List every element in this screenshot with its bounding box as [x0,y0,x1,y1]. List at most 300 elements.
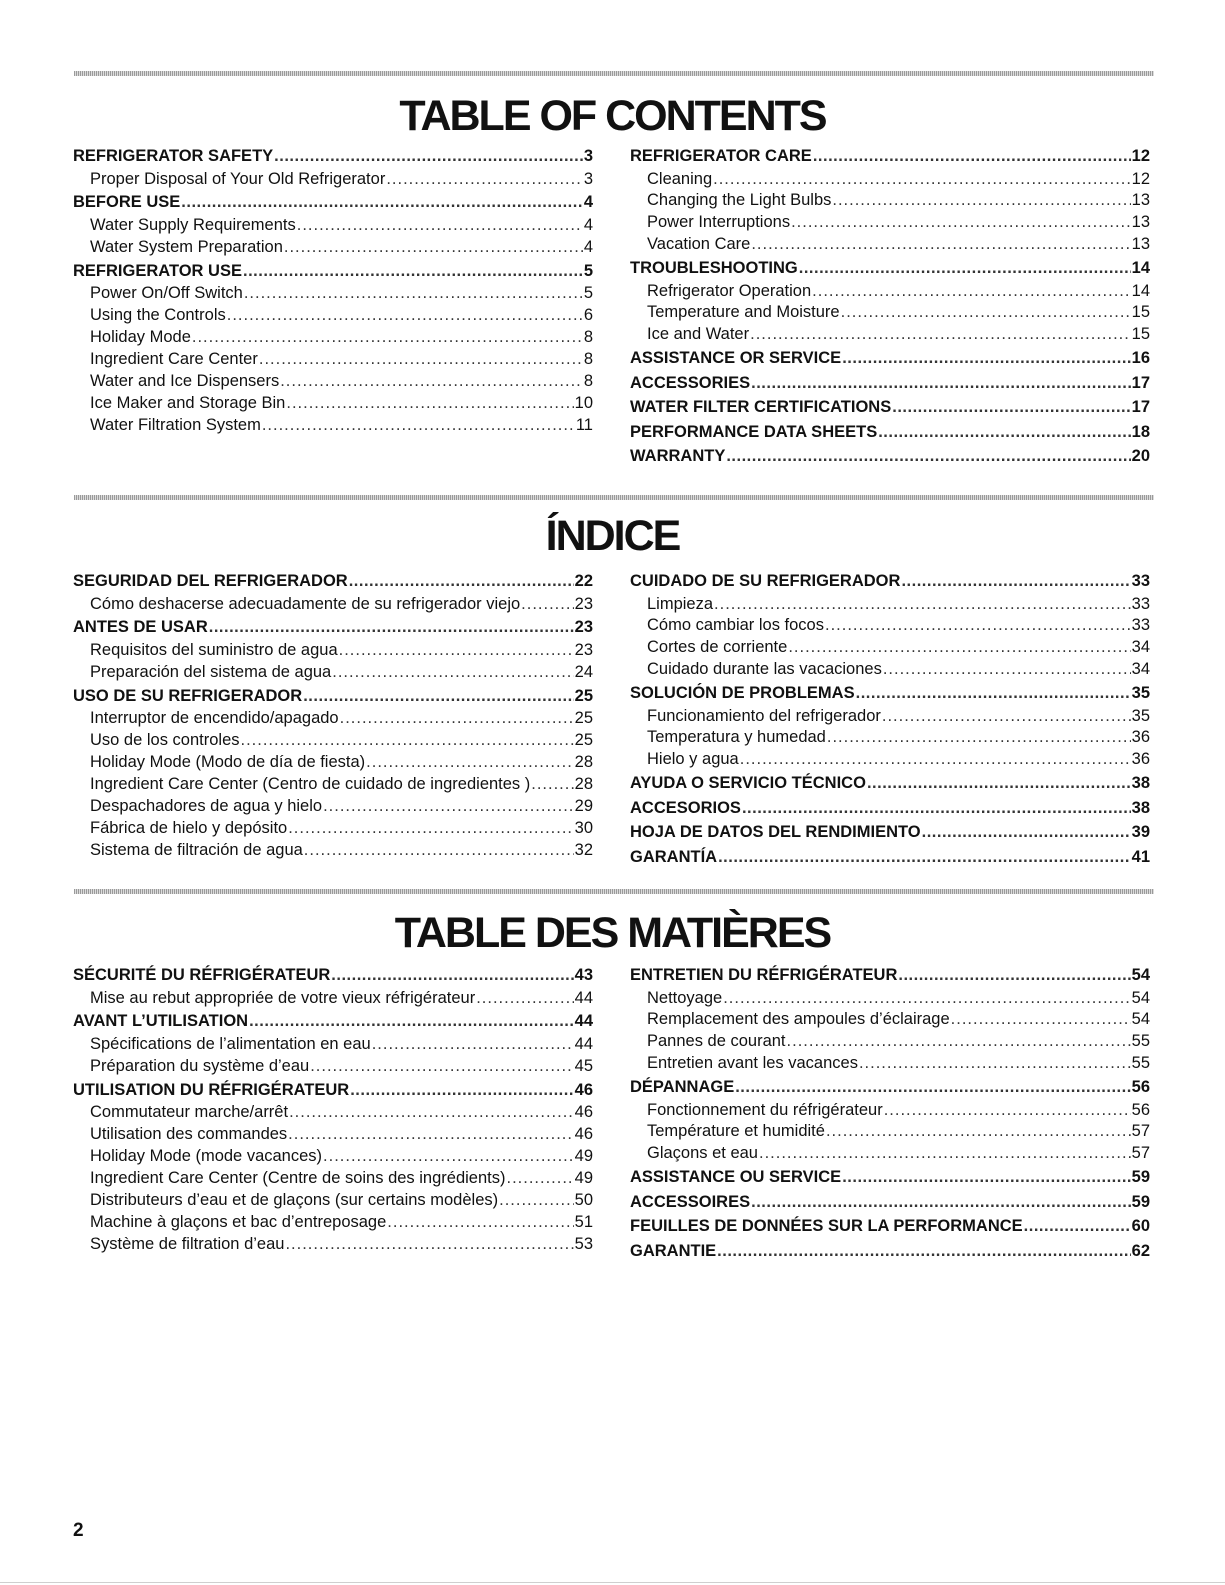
toc-subentry [73,371,593,393]
dot-leader [742,796,1131,821]
entry-page-number: 4 [583,193,593,212]
toc-chapter-entry [630,1239,1150,1264]
dot-leader [350,1078,573,1103]
entry-page-number: 10 [574,393,593,412]
toc-subentry [73,1212,593,1234]
entry-title: Préparation du système d’eau [90,1056,310,1075]
page-bottom-edge [0,1582,1225,1583]
entry-title: WATER FILTER CERTIFICATIONS [630,398,892,417]
toc-subentry [630,190,1150,212]
toc-subentry [73,169,593,191]
entry-page-number: 20 [1131,447,1150,466]
dot-leader [723,988,1130,1010]
dot-leader [825,615,1131,637]
dot-leader [262,415,575,437]
toc-subentry [630,1053,1150,1075]
toc-chapter-entry [73,1078,593,1103]
dot-leader [331,963,573,988]
toc-chapter-entry [630,444,1150,469]
toc-subentry [630,281,1150,303]
entry-title: Remplacement des ampoules d’éclairage [647,1010,950,1029]
toc-subentry [73,640,593,662]
toc-subentry [73,1168,593,1190]
entry-page-number: 44 [574,1034,593,1053]
entry-title: REFRIGERATOR CARE [630,147,812,165]
entry-page-number: 5 [583,284,593,303]
entry-page-number: 17 [1131,398,1150,417]
entry-title: GARANTIE [630,1241,717,1260]
dot-leader [791,212,1131,234]
entry-title: Spécifications de l’alimentation en eau [90,1034,371,1053]
dot-leader [506,1168,573,1190]
entry-page-number: 8 [583,349,593,368]
entry-title: Nettoyage [647,988,723,1007]
dot-leader [387,1212,573,1234]
dot-leader [856,681,1131,706]
entry-title: SÉCURITÉ DU RÉFRIGÉRATEUR [73,966,331,984]
entry-title: PERFORMANCE DATA SHEETS [630,422,878,441]
entry-page-number: 62 [1131,1241,1150,1260]
entry-page-number: 22 [574,572,593,590]
toc-column-right-spanish [630,569,1150,869]
entry-page-number: 14 [1131,259,1150,278]
dot-leader [339,640,574,662]
toc-subentry [630,169,1150,191]
toc-subentry [630,749,1150,771]
entry-page-number: 23 [574,594,593,613]
entry-title: Cleaning [647,169,713,188]
entry-page-number: 54 [1131,966,1150,984]
entry-page-number: 25 [574,709,593,728]
toc-subentry [630,1009,1150,1031]
entry-page-number: 13 [1131,213,1150,232]
section-divider [74,495,1154,500]
entry-title: Water Filtration System [90,415,261,434]
toc-subentry [73,1234,593,1256]
section-divider [74,889,1154,894]
entry-title: Ingredient Care Center [90,349,258,368]
dot-leader [813,144,1131,169]
dot-leader [288,818,573,840]
dot-leader [297,215,583,237]
entry-page-number: 44 [574,1012,593,1031]
entry-title: ASSISTANCE OR SERVICE [630,349,842,368]
entry-title: CUIDADO DE SU REFRIGERADOR [630,572,901,590]
toc-subentry [73,1056,593,1078]
dot-leader [884,1100,1131,1122]
dot-leader [842,346,1130,371]
toc-column-left-spanish [73,569,593,861]
entry-page-number: 57 [1131,1122,1150,1141]
entry-page-number: 46 [574,1125,593,1144]
dot-leader [476,988,573,1010]
toc-chapter-entry [73,144,593,169]
entry-page-number: 56 [1131,1100,1150,1119]
entry-title: Water and Ice Dispensers [90,371,280,390]
toc-subentry [630,1100,1150,1122]
entry-title: Vacation Care [647,235,751,254]
entry-page-number: 17 [1131,373,1150,392]
toc-subentry [630,1143,1150,1165]
entry-title: ACCESSORIES [630,373,751,392]
section-divider [74,71,1154,76]
entry-page-number: 25 [574,686,593,705]
entry-page-number: 12 [1131,147,1150,165]
entry-title: SEGURIDAD DEL REFRIGERADOR [73,572,348,590]
entry-title: Power Interruptions [647,213,791,232]
entry-title: Ingredient Care Center (Centre de soins des ingrédients) [90,1168,506,1187]
entry-page-number: 8 [583,371,593,390]
toc-chapter-entry [630,1165,1150,1190]
dot-leader [499,1190,574,1212]
entry-page-number: 4 [583,237,593,256]
entry-page-number: 34 [1131,660,1150,679]
entry-page-number: 4 [583,215,593,234]
entry-page-number: 16 [1131,349,1150,368]
entry-title: Hielo y agua [647,750,739,769]
entry-title: ANTES DE USAR [73,618,208,637]
dot-leader [280,371,583,393]
toc-chapter-entry [73,259,593,284]
toc-chapter-entry [630,256,1150,281]
entry-title: Machine à glaçons et bac d’entreposage [90,1212,387,1231]
entry-page-number: 49 [574,1168,593,1187]
entry-title: Refrigerator Operation [647,281,812,300]
entry-title: FEUILLES DE DONNÉES SUR LA PERFORMANCE [630,1217,1023,1236]
toc-subentry [73,988,593,1010]
toc-subentry [73,283,593,305]
entry-page-number: 15 [1131,325,1150,344]
dot-leader [181,190,583,215]
dot-leader [812,281,1130,303]
dot-leader [867,771,1131,796]
toc-subentry [73,796,593,818]
entry-title: Fábrica de hielo y depósito [90,818,288,837]
entry-page-number: 5 [583,261,593,280]
dot-leader [259,349,583,371]
entry-page-number: 41 [1131,847,1150,866]
entry-title: USO DE SU REFRIGERADOR [73,686,303,705]
dot-leader [878,420,1130,445]
entry-page-number: 35 [1131,684,1150,703]
toc-chapter-entry [630,845,1150,870]
dot-leader [1024,1214,1131,1239]
dot-leader [788,637,1130,659]
toc-chapter-entry [630,963,1150,988]
entry-title: ENTRETIEN DU RÉFRIGÉRATEUR [630,966,898,984]
entry-title: Changing the Light Bulbs [647,191,832,210]
toc-column-right-english [630,144,1150,469]
toc-column-right-french [630,963,1150,1263]
entry-page-number: 25 [574,731,593,750]
toc-chapter-entry [630,569,1150,594]
entry-page-number: 49 [574,1146,593,1165]
dot-leader [227,305,583,327]
entry-page-number: 14 [1131,281,1150,300]
toc-subentry [630,615,1150,637]
toc-chapter-entry [630,820,1150,845]
entry-title: Proper Disposal of Your Old Refrigerator [90,169,386,188]
dot-leader [922,820,1131,845]
dot-leader [898,963,1130,988]
dot-leader [209,615,574,640]
dot-leader [332,662,573,684]
entry-title: Pannes de courant [647,1032,786,1051]
entry-title: Temperatura y humedad [647,728,826,747]
entry-page-number: 36 [1131,750,1150,769]
toc-chapter-entry [630,1190,1150,1215]
toc-subentry [630,594,1150,616]
toc-subentry [73,730,593,752]
dot-leader [740,749,1131,771]
toc-subentry [73,1102,593,1124]
entry-page-number: 34 [1131,638,1150,657]
toc-subentry [73,708,593,730]
dot-leader [304,840,574,862]
dot-leader [827,727,1131,749]
toc-subentry [630,637,1150,659]
dot-leader [288,1124,573,1146]
entry-page-number: 3 [583,147,593,165]
dot-leader [726,444,1130,469]
toc-chapter-entry [73,569,593,594]
entry-title: Température et humidité [647,1122,825,1141]
toc-subentry [630,659,1150,681]
entry-title: Ice and Water [647,325,750,344]
dot-leader [386,169,582,191]
entry-page-number: 13 [1131,235,1150,254]
dot-leader [349,569,574,594]
section-heading-english: TABLE OF CONTENTS [399,92,826,140]
entry-title: Holiday Mode [90,327,191,346]
toc-column-left-french [73,963,593,1255]
toc-subentry [630,302,1150,324]
dot-leader [284,237,583,259]
dot-leader [303,684,573,709]
entry-title: Despachadores de agua y hielo [90,796,323,815]
dot-leader [249,1009,574,1034]
toc-chapter-entry [630,395,1150,420]
toc-chapter-entry [630,681,1150,706]
toc-chapter-entry [630,371,1150,396]
entry-page-number: 12 [1131,169,1150,188]
toc-chapter-entry [73,615,593,640]
section-heading-french: TABLE DES MATIÈRES [394,909,831,957]
entry-page-number: 36 [1131,728,1150,747]
toc-subentry [630,988,1150,1010]
entry-title: Using the Controls [90,306,226,325]
dot-leader [323,796,574,818]
dot-leader [787,1031,1131,1053]
toc-subentry [73,327,593,349]
toc-subentry [73,349,593,371]
dot-leader [951,1009,1131,1031]
dot-leader [751,234,1130,256]
dot-leader [366,752,573,774]
entry-page-number: 33 [1131,594,1150,613]
dot-leader [735,1075,1130,1100]
entry-title: DÉPANNAGE [630,1078,735,1097]
dot-leader [751,371,1131,396]
dot-leader [372,1034,574,1056]
section-heading-spanish: ÍNDICE [545,512,680,560]
entry-title: Preparación del sistema de agua [90,662,332,681]
entry-page-number: 54 [1131,988,1150,1007]
entry-title: Power On/Off Switch [90,284,243,303]
entry-title: Water Supply Requirements [90,215,296,234]
entry-title: Système de filtration d’eau [90,1234,285,1253]
dot-leader [243,259,583,284]
entry-title: Cómo deshacerse adecuadamente de su refrigerador viejo [90,594,521,613]
entry-title: AVANT L’UTILISATION [73,1012,249,1031]
toc-subentry [630,1031,1150,1053]
toc-subentry [73,594,593,616]
toc-subentry [73,818,593,840]
toc-subentry [73,1034,593,1056]
entry-title: Mise au rebut appropriée de votre vieux réfrigérateur [90,988,476,1007]
toc-chapter-entry [630,144,1150,169]
toc-chapter-entry [630,796,1150,821]
entry-page-number: 56 [1131,1078,1150,1097]
entry-title: Requisitos del suministro de agua [90,640,338,659]
toc-chapter-entry [630,1214,1150,1239]
entry-title: Water System Preparation [90,237,283,256]
entry-title: Utilisation des commandes [90,1125,288,1144]
toc-subentry [73,305,593,327]
entry-title: Sistema de filtración de agua [90,840,303,859]
toc-subentry [73,1146,593,1168]
entry-title: SOLUCIÓN DE PROBLEMAS [630,684,855,703]
toc-subentry [73,662,593,684]
dot-leader [751,1190,1131,1215]
entry-page-number: 11 [575,415,593,434]
entry-title: Ice Maker and Storage Bin [90,393,286,412]
dot-leader [340,708,574,730]
dot-leader [892,395,1130,420]
dot-leader [842,1165,1130,1190]
entry-title: BEFORE USE [73,193,181,212]
entry-title: Holiday Mode (Modo de día de fiesta) [90,752,366,771]
page-number: 2 [73,1520,84,1541]
entry-page-number: 33 [1131,616,1150,635]
entry-page-number: 57 [1131,1144,1150,1163]
entry-title: Funcionamiento del refrigerador [647,706,881,725]
entry-page-number: 38 [1131,774,1150,793]
toc-subentry [73,774,593,796]
dot-leader [717,1239,1130,1264]
dot-leader [310,1056,573,1078]
entry-title: Cómo cambiar los focos [647,616,824,635]
entry-page-number: 55 [1131,1032,1150,1051]
entry-title: Limpieza [647,594,714,613]
dot-leader [289,1102,574,1124]
dot-leader [859,1053,1131,1075]
entry-page-number: 29 [574,796,593,815]
dot-leader [718,845,1131,870]
entry-page-number: 28 [574,752,593,771]
toc-subentry [630,706,1150,728]
toc-subentry [630,1121,1150,1143]
entry-page-number: 44 [574,988,593,1007]
dot-leader [531,774,573,796]
entry-title: ACCESORIOS [630,798,741,817]
dot-leader [901,569,1130,594]
entry-page-number: 23 [574,618,593,637]
dot-leader [841,302,1131,324]
entry-page-number: 13 [1131,191,1150,210]
entry-title: REFRIGERATOR SAFETY [73,147,274,165]
entry-page-number: 39 [1131,823,1150,842]
entry-page-number: 23 [574,640,593,659]
entry-page-number: 3 [583,169,593,188]
toc-column-left-english [73,144,593,436]
entry-page-number: 45 [574,1056,593,1075]
entry-title: Cuidado durante las vacaciones [647,660,882,679]
entry-page-number: 59 [1131,1168,1150,1187]
entry-title: Interruptor de encendido/apagado [90,709,339,728]
toc-subentry [630,212,1150,234]
entry-page-number: 55 [1131,1054,1150,1073]
toc-subentry [73,1124,593,1146]
entry-page-number: 51 [574,1212,593,1231]
entry-title: REFRIGERATOR USE [73,261,242,280]
entry-title: TROUBLESHOOTING [630,259,798,278]
entry-page-number: 28 [574,774,593,793]
toc-subentry [73,393,593,415]
dot-leader [285,1234,573,1256]
entry-title: Fonctionnement du réfrigérateur [647,1100,883,1119]
entry-page-number: 50 [574,1190,593,1209]
entry-page-number: 33 [1131,572,1150,590]
entry-title: Entretien avant les vacances [647,1054,858,1073]
entry-title: Uso de los controles [90,731,240,750]
entry-title: GARANTÍA [630,847,718,866]
entry-page-number: 54 [1131,1010,1150,1029]
toc-chapter-entry [630,771,1150,796]
entry-title: Temperature and Moisture [647,303,840,322]
entry-page-number: 30 [574,818,593,837]
entry-title: Holiday Mode (mode vacances) [90,1146,323,1165]
entry-page-number: 60 [1131,1217,1150,1236]
entry-page-number: 15 [1131,303,1150,322]
entry-page-number: 18 [1131,422,1150,441]
toc-chapter-entry [73,963,593,988]
toc-subentry [630,234,1150,256]
dot-leader [241,730,574,752]
entry-page-number: 38 [1131,798,1150,817]
entry-title: WARRANTY [630,447,726,466]
entry-title: Commutateur marche/arrêt [90,1103,289,1122]
toc-chapter-entry [630,1075,1150,1100]
toc-chapter-entry [73,190,593,215]
dot-leader [323,1146,574,1168]
dot-leader [826,1121,1131,1143]
dot-leader [759,1143,1131,1165]
toc-subentry [73,215,593,237]
dot-leader [713,169,1131,191]
entry-title: Distributeurs d’eau et de glaçons (sur certains modèles) [90,1190,499,1209]
toc-subentry [73,415,593,437]
entry-title: Cortes de corriente [647,638,788,657]
toc-subentry [73,752,593,774]
toc-subentry [630,324,1150,346]
toc-chapter-entry [73,684,593,709]
toc-subentry [73,1190,593,1212]
entry-title: UTILISATION DU RÉFRIGÉRATEUR [73,1080,350,1099]
entry-title: AYUDA O SERVICIO TÉCNICO [630,774,866,793]
dot-leader [882,706,1131,728]
toc-chapter-entry [630,346,1150,371]
